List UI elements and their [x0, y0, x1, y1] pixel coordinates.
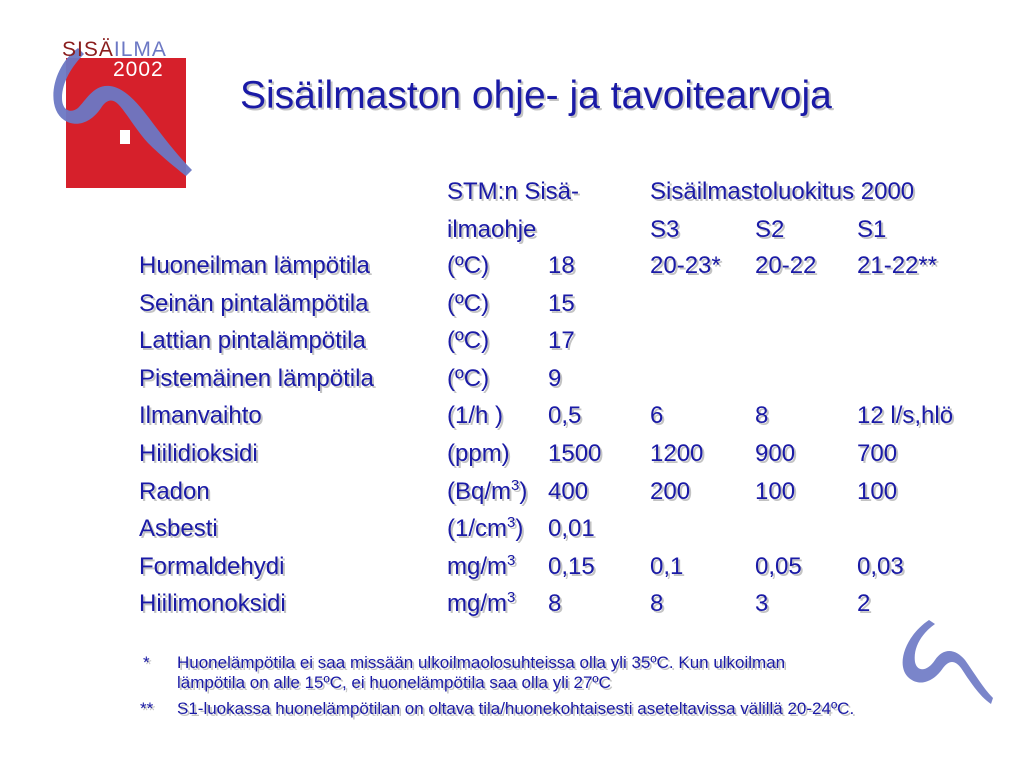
header-s1: S1 — [857, 216, 887, 243]
row-10-unit — [447, 590, 515, 618]
row-5-unit: (1/h ) — [447, 402, 504, 429]
row-4-unit: (ºC) — [447, 365, 490, 392]
row-7-unit — [447, 478, 527, 506]
header-classification: Sisäilmastoluokitus 2000 — [650, 178, 915, 205]
row-10-name: Hiilimonoksidi — [139, 590, 286, 617]
row-4-name: Pistemäinen lämpötila — [139, 365, 374, 392]
row-6-s3: 1200 — [650, 440, 704, 467]
row-3-unit: (ºC) — [447, 327, 490, 354]
logo-wordmark-sisa: SISÄ — [62, 38, 114, 61]
unit-exponent: 3 — [507, 589, 516, 606]
row-7-s1: 100 — [857, 478, 898, 505]
row-7-stm: 400 — [548, 478, 589, 505]
row-9-s1: 0,03 — [857, 553, 904, 580]
unit-base: mg/m — [447, 553, 507, 580]
row-8-name: Asbesti — [139, 515, 218, 542]
unit-base: (1/cm — [447, 515, 507, 542]
unit-exponent: 3 — [507, 514, 516, 531]
row-2-unit: (ºC) — [447, 290, 490, 317]
row-10-s3: 8 — [650, 590, 664, 617]
row-6-unit: (ppm) — [447, 440, 510, 467]
header-s3: S3 — [650, 216, 680, 243]
row-10-s1: 2 — [857, 590, 871, 617]
note-1-line2: lämpötila on alle 15ºC, ei huonelämpötila saa olla yli 27ºC — [177, 673, 611, 692]
row-7-name: Radon — [139, 478, 210, 505]
note-2-line1: S1-luokassa huonelämpötilan on oltava tila/huonekohtaisesti aseteltavissa välillä 20-24ºC. — [177, 699, 855, 718]
unit-base: (Bq/m — [447, 478, 512, 505]
row-3-stm: 17 — [548, 327, 575, 354]
row-2-stm: 15 — [548, 290, 575, 317]
row-6-s1: 700 — [857, 440, 898, 467]
row-9-s2: 0,05 — [755, 553, 802, 580]
unit-base: mg/m — [447, 590, 507, 617]
row-6-stm: 1500 — [548, 440, 602, 467]
note-2-marker: ** — [140, 699, 154, 718]
unit-tail: ) — [515, 515, 524, 542]
row-5-s2: 8 — [755, 402, 769, 429]
header-s2: S2 — [755, 216, 785, 243]
row-9-name: Formaldehydi — [139, 553, 285, 580]
logo-wordmark-ilma: ILMA — [113, 38, 167, 61]
note-1-line1: Huonelämpötila ei saa missään ulkoilmaolosuhteissa olla yli 35ºC. Kun ulkoilman — [177, 653, 786, 672]
row-2-name: Seinän pintalämpötila — [139, 290, 369, 317]
row-8-unit — [447, 515, 523, 543]
row-1-s1: 21-22** — [857, 252, 938, 279]
row-9-stm: 0,15 — [548, 553, 595, 580]
row-7-s3: 200 — [650, 478, 691, 505]
row-1-s2: 20-22 — [755, 252, 817, 279]
row-10-stm: 8 — [548, 590, 562, 617]
slide-title: Sisäilmaston ohje- ja tavoitearvoja — [240, 74, 832, 117]
row-1-unit: (ºC) — [447, 252, 490, 279]
header-stm-line1: STM:n Sisä- — [447, 178, 580, 205]
row-5-stm: 0,5 — [548, 402, 582, 429]
row-6-name: Hiilidioksidi — [139, 440, 258, 467]
unit-exponent: 3 — [511, 477, 520, 494]
row-5-s1: 12 l/s,hlö — [857, 402, 954, 429]
row-10-s2: 3 — [755, 590, 769, 617]
corner-wave-icon — [895, 618, 995, 708]
row-1-stm: 18 — [548, 252, 575, 279]
unit-exponent: 3 — [507, 552, 516, 569]
unit-tail: ) — [519, 478, 528, 505]
header-stm-line2: ilmaohje — [447, 216, 537, 243]
row-8-stm: 0,01 — [548, 515, 595, 542]
row-9-unit — [447, 553, 515, 581]
row-5-s3: 6 — [650, 402, 664, 429]
row-6-s2: 900 — [755, 440, 796, 467]
row-1-name: Huoneilman lämpötila — [139, 252, 370, 279]
row-1-s3: 20-23* — [650, 252, 721, 279]
row-7-s2: 100 — [755, 478, 796, 505]
logo-year: 2002 — [113, 58, 164, 81]
row-9-s3: 0,1 — [650, 553, 684, 580]
row-4-stm: 9 — [548, 365, 562, 392]
row-5-name: Ilmanvaihto — [139, 402, 262, 429]
note-1-marker: * — [143, 653, 150, 672]
row-3-name: Lattian pintalämpötila — [139, 327, 366, 354]
